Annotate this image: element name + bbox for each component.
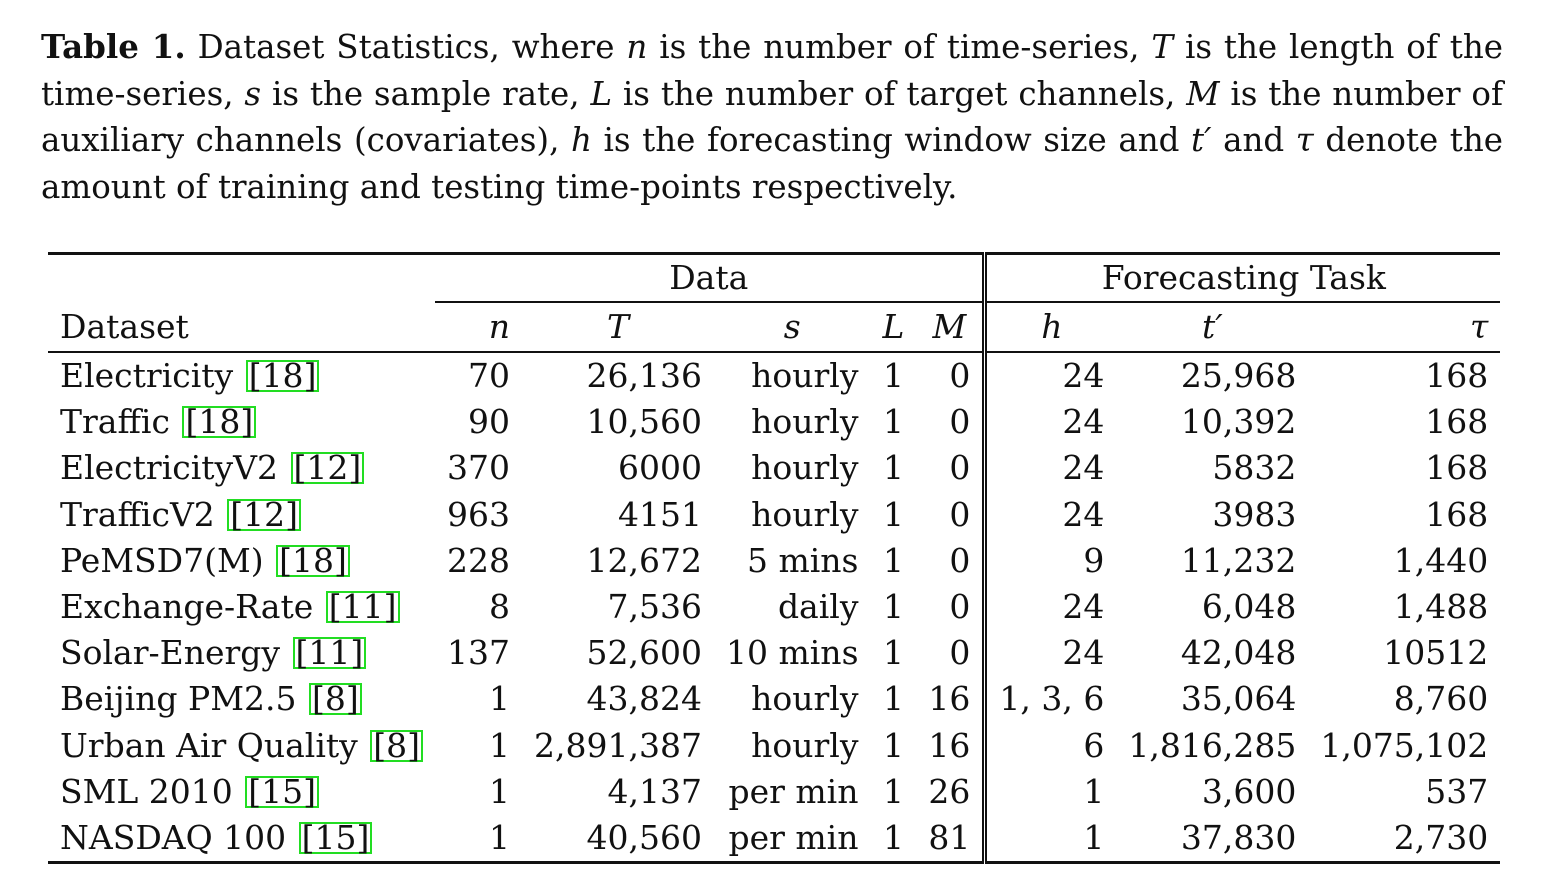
citation-number[interactable]: 12 bbox=[306, 448, 349, 488]
caption-var: τ bbox=[1295, 121, 1314, 159]
dataset-cell bbox=[48, 492, 435, 538]
cell-T: 4,137 bbox=[607, 771, 702, 811]
caption-var: T bbox=[1151, 28, 1174, 66]
table-row bbox=[48, 584, 1500, 630]
citation-link[interactable]: [18] bbox=[246, 360, 320, 392]
cell-M: 0 bbox=[916, 492, 985, 538]
caption-label: Table 1. bbox=[41, 27, 186, 66]
caption-text: is the number of time-series, bbox=[647, 28, 1152, 66]
table-row bbox=[48, 445, 1500, 491]
cell-M: 0 bbox=[916, 538, 985, 584]
citation-number[interactable]: 15 bbox=[261, 771, 304, 811]
cell-T: 2,891,387 bbox=[534, 725, 702, 765]
cell-n: 1 bbox=[489, 771, 511, 811]
cell-tau: 1,440 bbox=[1393, 540, 1489, 580]
cell-L: 1 bbox=[882, 679, 904, 719]
cell-T: 7,536 bbox=[607, 587, 702, 627]
dataset-name: Exchange-Rate bbox=[60, 587, 314, 627]
cell-n: 1 bbox=[489, 725, 511, 765]
table-row bbox=[48, 815, 1500, 863]
caption-text: denote the amount of training and testing time-points respectively. bbox=[41, 121, 1503, 206]
cell-n: 70 bbox=[468, 356, 511, 396]
group-data: Data bbox=[435, 254, 985, 303]
cell-h: 1 bbox=[1083, 771, 1105, 811]
cell-L: 1 bbox=[882, 817, 904, 857]
col-tau: τ bbox=[1308, 302, 1500, 352]
dataset-name: Electricity bbox=[60, 356, 234, 396]
citation-link[interactable]: [12] bbox=[227, 499, 301, 531]
cell-s: per min bbox=[728, 817, 859, 857]
cell-T: 43,824 bbox=[586, 679, 702, 719]
cell-tp: 42,048 bbox=[1180, 633, 1297, 673]
cell-s: hourly bbox=[751, 679, 859, 719]
cell-T: 12,672 bbox=[586, 540, 702, 580]
dataset-cell bbox=[48, 399, 435, 445]
table-row bbox=[48, 352, 1500, 399]
cell-L: 1 bbox=[882, 633, 904, 673]
cell-s: hourly bbox=[751, 494, 859, 534]
col-M: M bbox=[916, 302, 985, 352]
cell-s: hourly bbox=[751, 725, 859, 765]
cell-L: 1 bbox=[882, 402, 904, 442]
col-n: n bbox=[435, 302, 522, 352]
cell-tau: 168 bbox=[1425, 448, 1489, 488]
dataset-name: SML 2010 bbox=[60, 771, 233, 811]
cell-tp: 6,048 bbox=[1201, 587, 1297, 627]
citation-number[interactable]: 15 bbox=[314, 817, 357, 857]
cell-n: 228 bbox=[447, 540, 511, 580]
cell-s: 5 mins bbox=[746, 540, 859, 580]
cell-T: 6000 bbox=[618, 448, 702, 488]
cell-T: 40,560 bbox=[586, 817, 702, 857]
cell-n: 8 bbox=[489, 587, 511, 627]
table-row bbox=[48, 630, 1500, 676]
cell-M: 0 bbox=[916, 352, 985, 399]
citation-number[interactable]: 11 bbox=[341, 587, 384, 627]
col-s: s bbox=[714, 302, 871, 352]
cell-tp: 35,064 bbox=[1180, 679, 1297, 719]
cell-tau: 10512 bbox=[1383, 633, 1489, 673]
cell-tp: 11,232 bbox=[1180, 540, 1297, 580]
citation-number[interactable]: 18 bbox=[198, 402, 241, 442]
table-caption bbox=[41, 24, 1503, 210]
table-row bbox=[48, 676, 1500, 722]
col-h: h bbox=[985, 302, 1116, 352]
cell-s: hourly bbox=[751, 402, 859, 442]
cell-h: 24 bbox=[1062, 587, 1105, 627]
caption-text: and bbox=[1211, 121, 1296, 159]
cell-n: 1 bbox=[489, 679, 511, 719]
cell-L: 1 bbox=[882, 725, 904, 765]
dataset-name: NASDAQ 100 bbox=[60, 817, 287, 857]
table-body bbox=[48, 352, 1500, 863]
cell-h: 9 bbox=[1083, 540, 1105, 580]
citation-link[interactable]: [18] bbox=[182, 406, 256, 438]
caption-var: s bbox=[244, 74, 262, 113]
cell-tp: 1,816,285 bbox=[1128, 725, 1297, 765]
dataset-cell bbox=[48, 352, 435, 399]
citation-number[interactable]: 8 bbox=[386, 725, 408, 765]
table-row bbox=[48, 723, 1500, 769]
cell-tp: 5832 bbox=[1212, 448, 1297, 488]
caption-var: t′ bbox=[1191, 121, 1212, 159]
cell-M: 0 bbox=[916, 445, 985, 491]
table-row bbox=[48, 399, 1500, 445]
dataset-cell bbox=[48, 723, 435, 769]
cell-tp: 10,392 bbox=[1180, 402, 1297, 442]
dataset-name: ElectricityV2 bbox=[60, 448, 279, 488]
cell-h: 24 bbox=[1062, 402, 1105, 442]
citation-link[interactable]: [11] bbox=[293, 637, 367, 669]
group-spacer bbox=[48, 254, 435, 303]
cell-L: 1 bbox=[882, 448, 904, 488]
cell-M: 26 bbox=[916, 769, 985, 815]
dataset-cell bbox=[48, 815, 435, 863]
cell-tp: 25,968 bbox=[1180, 356, 1297, 396]
caption-text: is the forecasting window size and bbox=[591, 121, 1192, 159]
dataset-cell bbox=[48, 630, 435, 676]
dataset-name: Beijing PM2.5 bbox=[60, 679, 297, 719]
cell-M: 0 bbox=[916, 584, 985, 630]
cell-h: 24 bbox=[1062, 356, 1105, 396]
cell-T: 4151 bbox=[618, 494, 702, 534]
cell-s: per min bbox=[728, 771, 859, 811]
cell-n: 370 bbox=[447, 448, 511, 488]
dataset-name: TrafficV2 bbox=[60, 494, 215, 534]
caption-text: is the number of auxiliary channels (covariates), bbox=[41, 74, 1504, 159]
cell-h: 24 bbox=[1062, 633, 1105, 673]
cell-tau: 168 bbox=[1425, 402, 1489, 442]
table-row bbox=[48, 492, 1500, 538]
dataset-name: Urban Air Quality bbox=[60, 725, 358, 765]
table-row bbox=[48, 538, 1500, 584]
cell-s: hourly bbox=[751, 448, 859, 488]
cell-h: 6 bbox=[1083, 725, 1105, 765]
cell-n: 137 bbox=[447, 633, 511, 673]
dataset-cell bbox=[48, 445, 435, 491]
caption-text: is the length of the time-series, bbox=[41, 28, 1503, 113]
group-forecasting: Forecasting Task bbox=[985, 254, 1500, 303]
dataset-cell bbox=[48, 676, 435, 722]
cell-L: 1 bbox=[882, 494, 904, 534]
cell-tp: 3983 bbox=[1212, 494, 1297, 534]
cell-tp: 37,830 bbox=[1180, 817, 1297, 857]
dataset-name: Solar-Energy bbox=[60, 633, 281, 673]
cell-M: 0 bbox=[916, 399, 985, 445]
caption-var: h bbox=[571, 121, 592, 159]
cell-n: 90 bbox=[468, 402, 511, 442]
dataset-cell bbox=[48, 538, 435, 584]
caption-var: M bbox=[1186, 74, 1220, 113]
cell-tp: 3,600 bbox=[1201, 771, 1297, 811]
column-header-row bbox=[48, 302, 1500, 352]
citation-number[interactable]: 12 bbox=[243, 494, 286, 534]
col-dataset: Dataset bbox=[48, 302, 435, 352]
cell-h: 24 bbox=[1062, 494, 1105, 534]
cell-L: 1 bbox=[882, 771, 904, 811]
cell-tau: 537 bbox=[1425, 771, 1489, 811]
cell-h: 1, 3, 6 bbox=[999, 679, 1105, 719]
col-t-prime: t′ bbox=[1116, 302, 1308, 352]
cell-tau: 2,730 bbox=[1393, 817, 1489, 857]
citation-link[interactable]: [8] bbox=[309, 683, 362, 715]
cell-L: 1 bbox=[882, 356, 904, 396]
cell-M: 81 bbox=[916, 815, 985, 863]
cell-T: 26,136 bbox=[586, 356, 702, 396]
citation-link[interactable]: [12] bbox=[291, 452, 365, 484]
cell-T: 52,600 bbox=[586, 633, 702, 673]
group-header-row bbox=[48, 254, 1500, 303]
cell-M: 0 bbox=[916, 630, 985, 676]
caption-text: Dataset Statistics, where bbox=[185, 28, 627, 66]
cell-L: 1 bbox=[882, 587, 904, 627]
cell-s: hourly bbox=[751, 356, 859, 396]
caption-text: is the sample rate, bbox=[261, 74, 591, 113]
col-T: T bbox=[522, 302, 714, 352]
dataset-cell bbox=[48, 584, 435, 630]
citation-link[interactable]: [11] bbox=[326, 591, 400, 623]
citation-link[interactable]: [15] bbox=[245, 776, 319, 808]
cell-n: 963 bbox=[447, 494, 511, 534]
cell-h: 1 bbox=[1083, 817, 1105, 857]
cell-tau: 168 bbox=[1425, 494, 1489, 534]
cell-s: 10 mins bbox=[725, 633, 859, 673]
cell-T: 10,560 bbox=[586, 402, 702, 442]
citation-number[interactable]: 18 bbox=[261, 356, 304, 396]
caption-text: is the number of target channels, bbox=[612, 74, 1187, 113]
citation-number[interactable]: 18 bbox=[292, 540, 335, 580]
dataset-name: PeMSD7(M) bbox=[60, 540, 264, 580]
cell-tau: 168 bbox=[1425, 356, 1489, 396]
citation-link[interactable]: [8] bbox=[370, 730, 423, 762]
cell-n: 1 bbox=[489, 817, 511, 857]
cell-M: 16 bbox=[916, 723, 985, 769]
dataset-statistics-table bbox=[48, 252, 1500, 864]
cell-M: 16 bbox=[916, 676, 985, 722]
cell-L: 1 bbox=[882, 540, 904, 580]
citation-number[interactable]: 8 bbox=[324, 679, 346, 719]
caption-var: L bbox=[590, 74, 613, 113]
dataset-name: Traffic bbox=[60, 402, 170, 442]
cell-tau: 8,760 bbox=[1393, 679, 1489, 719]
caption-var: n bbox=[626, 28, 648, 66]
citation-link[interactable]: [18] bbox=[276, 545, 350, 577]
dataset-cell bbox=[48, 769, 435, 815]
cell-s: daily bbox=[777, 587, 859, 627]
table-row bbox=[48, 769, 1500, 815]
cell-h: 24 bbox=[1062, 448, 1105, 488]
citation-link[interactable]: [15] bbox=[299, 822, 373, 854]
citation-number[interactable]: 11 bbox=[308, 633, 351, 673]
cell-tau: 1,075,102 bbox=[1320, 725, 1489, 765]
cell-tau: 1,488 bbox=[1393, 587, 1489, 627]
col-L: L bbox=[871, 302, 917, 352]
